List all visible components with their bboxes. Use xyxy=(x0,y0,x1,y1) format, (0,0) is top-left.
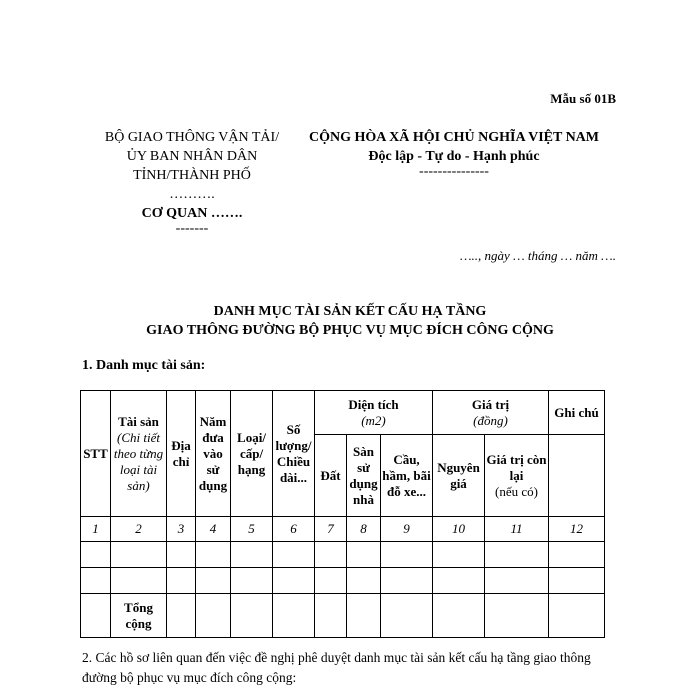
national-header xyxy=(290,128,618,178)
issuing-agency-header xyxy=(78,128,306,235)
col-num-2: 2 xyxy=(111,517,167,542)
title-line-1: DANH MỤC TÀI SẢN KẾT CẤU HẠ TẦNG xyxy=(213,304,487,319)
document-title xyxy=(0,302,700,340)
header-type: Loại/ cấp/ hạng xyxy=(231,391,273,517)
header-land: Đất xyxy=(315,435,347,517)
total-label: Tổng cộng xyxy=(111,594,167,638)
col-num-5: 5 xyxy=(231,517,273,542)
header-bridge: Cầu, hầm, bãi đỗ xe... xyxy=(381,435,433,517)
col-num-1: 1 xyxy=(81,517,111,542)
col-num-11: 11 xyxy=(485,517,549,542)
col-num-3: 3 xyxy=(167,517,196,542)
header-original-cost: Nguyên giá xyxy=(433,435,485,517)
committee-line: ỦY BAN NHÂN DÂN xyxy=(126,149,258,164)
date-line: ….., ngày … tháng … năm …. xyxy=(459,248,616,263)
title-line-2: GIAO THÔNG ĐƯỜNG BỘ PHỤC VỤ MỤC ĐÍCH CÔNG CỘNG xyxy=(146,323,554,338)
header-area-unit: (m2) xyxy=(361,412,386,428)
col-num-4: 4 xyxy=(196,517,231,542)
header-value-label: Giá trị xyxy=(471,396,510,412)
agency-line: CƠ QUAN ……. xyxy=(141,206,243,221)
header-value xyxy=(433,391,549,435)
header-remaining-value xyxy=(485,435,549,517)
col-num-9: 9 xyxy=(381,517,433,542)
header-notes-blank xyxy=(549,435,605,517)
dots-line: ………. xyxy=(169,187,215,202)
header-floor: Sàn sử dụng nhà xyxy=(347,435,381,517)
header-remaining-label: Giá trị còn lại xyxy=(486,451,547,483)
col-num-6: 6 xyxy=(273,517,315,542)
section-1-heading: 1. Danh mục tài sản: xyxy=(82,358,206,373)
total-row xyxy=(81,594,605,638)
header-asset-note: (Chi tiết theo từng loại tài sản) xyxy=(113,429,164,493)
ministry-line: BỘ GIAO THÔNG VẬN TẢI/ xyxy=(104,130,280,145)
table-row xyxy=(81,568,605,594)
header-address: Địa chỉ xyxy=(167,391,196,517)
col-num-7: 7 xyxy=(315,517,347,542)
section-2-text: 2. Các hồ sơ liên quan đến việc đề nghị phê duyệt danh mục tài sản kết cấu hạ tầng giao thông đường bộ phục vụ mục đích công cộng: xyxy=(82,650,591,685)
header-remaining-note: (nếu có) xyxy=(495,483,538,499)
header-asset-label: Tài sản xyxy=(118,413,159,429)
national-title: CỘNG HÒA XÃ HỘI CHỦ NGHĨA VIỆT NAM xyxy=(308,130,599,145)
province-line: TỈNH/THÀNH PHỐ xyxy=(133,168,251,183)
col-num-10: 10 xyxy=(433,517,485,542)
header-area xyxy=(315,391,433,435)
col-num-8: 8 xyxy=(347,517,381,542)
header-asset xyxy=(111,391,167,517)
header-year: Năm đưa vào sử dụng xyxy=(196,391,231,517)
header-quantity: Số lượng/ Chiều dài... xyxy=(273,391,315,517)
table-row xyxy=(81,542,605,568)
column-number-row xyxy=(81,517,605,542)
form-number: Mẫu số 01B xyxy=(550,91,616,106)
national-motto: Độc lập - Tự do - Hạnh phúc xyxy=(368,149,540,164)
agency-rule: ------- xyxy=(175,221,209,236)
col-num-12: 12 xyxy=(549,517,605,542)
asset-table xyxy=(80,390,605,638)
header-value-unit: (đồng) xyxy=(473,412,508,428)
header-stt: STT xyxy=(81,391,111,517)
header-area-label: Diện tích xyxy=(348,396,399,412)
national-rule: --------------- xyxy=(419,164,489,179)
header-notes: Ghi chú xyxy=(549,391,605,435)
